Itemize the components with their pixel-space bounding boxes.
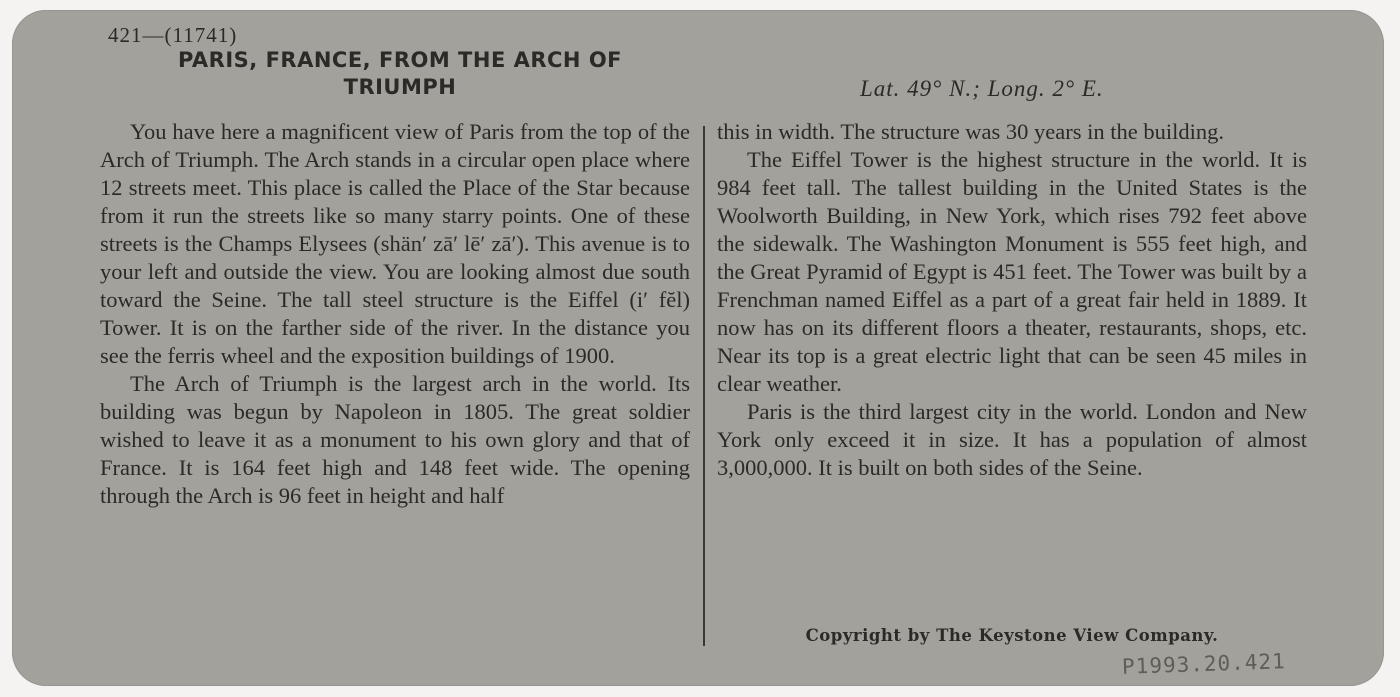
card-title-line-1: PARIS, FRANCE, FROM THE ARCH OF xyxy=(177,48,623,72)
paragraph: The Eiffel Tower is the highest structure in the world. It is 984 feet tall. The tallest building in the United States is the Woolworth Building, in New York, which rises 792 feet above the sidewalk. The Washington Monument is 555 feet high, and the Great Pyramid of Egypt is 451 feet. The Tower was built by a Frenchman named Eiffel as a part of a great fair held in 1889. It now has on its different floors a theater, restaurants, shops, etc. Near its top is a great electric light that can be seen 45 miles in clear weather. xyxy=(717,147,1307,396)
paragraph-continuation: this in width. The structure was 30 years in the building. xyxy=(717,119,1225,144)
column-divider xyxy=(703,126,705,646)
stereocard-back xyxy=(12,10,1384,686)
card-title xyxy=(104,47,696,101)
catalog-number: 421—(11741) xyxy=(108,23,238,47)
left-text-column xyxy=(100,118,690,510)
copyright-notice: Copyright by The Keystone View Company. xyxy=(805,626,1219,645)
paragraph: The Arch of Triumph is the largest arch in the world. Its building was begun by Napoleon in 1805. The great soldier wished to leave it as a monument to his own glory and that of France. It is 164 feet high and 148 feet wide. The opening through the Arch is 96 feet in height and half xyxy=(100,371,690,508)
paragraph: You have here a magnificent view of Paris from the top of the Arch of Triumph. The Arch stands in a circular open place where 12 streets meet. This place is called the Place of the Star because from it run the streets like so many starry points. One of these streets is the Champs Elysees (shän′ zā′ lē′ zā′). This avenue is to your left and outside the view. You are looking almost due south toward the Seine. The tall steel structure is the Eiffel (i′ fĕl) Tower. It is on the farther side of the river. In the distance you see the ferris wheel and the exposition buildings of 1900. xyxy=(100,119,690,368)
card-title-line-2: TRIUMPH xyxy=(343,75,457,99)
right-text-column xyxy=(717,118,1307,482)
accession-number: P1993.20.421 xyxy=(1121,649,1287,679)
paragraph: Paris is the third largest city in the world. London and New York only exceed it in size. It has a population of almost 3,000,000. It is built on both sides of the Seine. xyxy=(717,399,1307,480)
latitude-longitude: Lat. 49° N.; Long. 2° E. xyxy=(860,76,1104,101)
